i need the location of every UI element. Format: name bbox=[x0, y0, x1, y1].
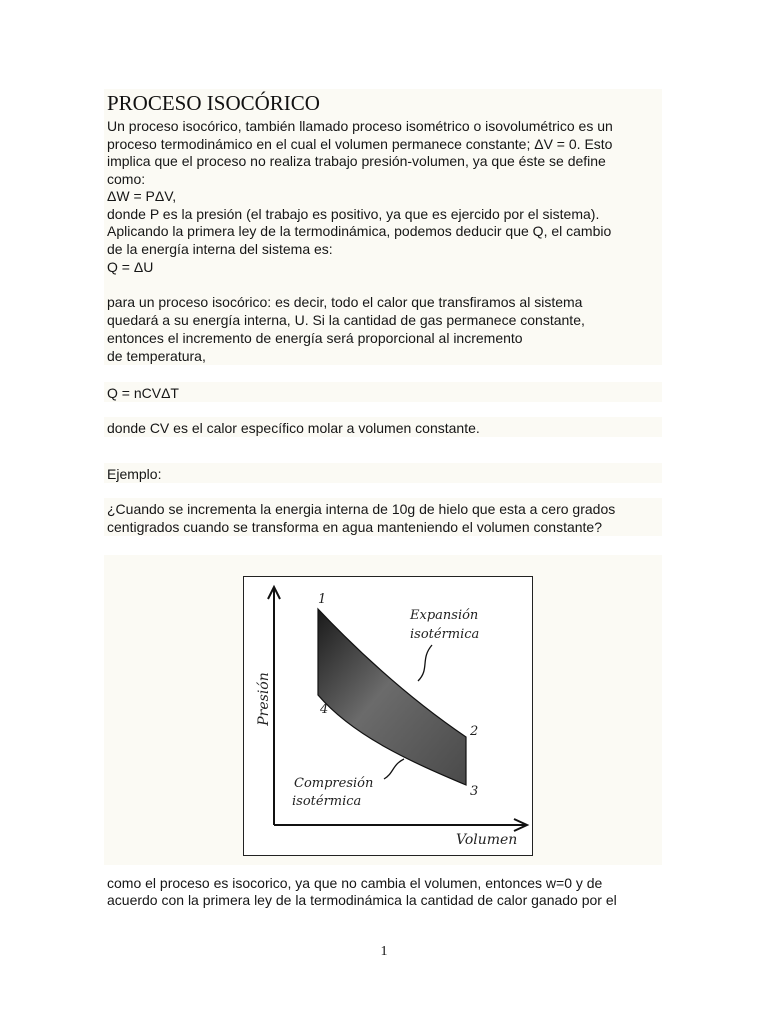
pv-diagram-svg bbox=[244, 577, 532, 855]
page-title: PROCESO ISOCÓRICO bbox=[107, 91, 320, 115]
x-axis-label: Volumen bbox=[456, 832, 518, 848]
text-line: Q = ΔU bbox=[107, 259, 154, 275]
text-line: Aplicando la primera ley de la termodinámica, podemos deducir que Q, el cambio bbox=[107, 223, 612, 239]
example-label: Ejemplo: bbox=[107, 466, 162, 482]
pv-diagram bbox=[243, 576, 533, 856]
cv-definition: donde CV es el calor específico molar a volumen constante. bbox=[107, 420, 480, 436]
text-line: Un proceso isocórico, también llamado proceso isométrico o isovolumétrico es un bbox=[107, 118, 613, 134]
expansion-leader-line bbox=[418, 645, 432, 681]
text-line: de la energía interna del sistema es: bbox=[107, 241, 333, 257]
point-3-label: 3 bbox=[470, 784, 479, 799]
text-line: centigrados cuando se transforma en agua manteniendo el volumen constante? bbox=[107, 519, 602, 535]
compression-leader-line bbox=[384, 759, 404, 779]
compression-label-1: Compresión bbox=[294, 776, 374, 791]
text-line: implica que el proceso no realiza trabajo presión-volumen, ya que éste se define bbox=[107, 153, 606, 169]
text-band bbox=[104, 463, 662, 483]
y-axis-label: Presión bbox=[256, 672, 272, 726]
text-line: quedará a su energía interna, U. Si la cantidad de gas permanece constante, bbox=[107, 312, 585, 328]
text-line: como: bbox=[107, 171, 146, 187]
text-line: proceso termodinámico en el cual el volumen permanece constante; ΔV = 0. Esto bbox=[107, 136, 613, 152]
equation: Q = nCVΔT bbox=[107, 385, 179, 401]
text-band bbox=[104, 382, 662, 402]
text-line: ΔW = PΔV, bbox=[107, 188, 177, 204]
text-line: para un proceso isocórico: es decir, todo el calor que transfiramos al sistema bbox=[107, 294, 583, 310]
point-4-label: 4 bbox=[320, 702, 329, 717]
text-line: ¿Cuando se incrementa la energia interna de 10g de hielo que esta a cero grados bbox=[107, 501, 616, 517]
point-1-label: 1 bbox=[318, 592, 327, 607]
expansion-label-1: Expansión bbox=[410, 608, 479, 623]
compression-label-2: isotérmica bbox=[292, 794, 362, 809]
text-line: entonces el incremento de energía será proporcional al incremento bbox=[107, 330, 523, 346]
text-line: como el proceso es isocorico, ya que no cambia el volumen, entonces w=0 y de bbox=[107, 875, 603, 891]
page-number: 1 bbox=[380, 944, 388, 959]
text-line: de temperatura, bbox=[107, 348, 206, 364]
text-line: acuerdo con la primera ley de la termodinámica la cantidad de calor ganado por el bbox=[107, 892, 617, 908]
text-line: donde P es la presión (el trabajo es positivo, ya que es ejercido por el sistema). bbox=[107, 206, 600, 222]
expansion-label-2: isotérmica bbox=[410, 627, 480, 642]
point-2-label: 2 bbox=[470, 724, 479, 739]
